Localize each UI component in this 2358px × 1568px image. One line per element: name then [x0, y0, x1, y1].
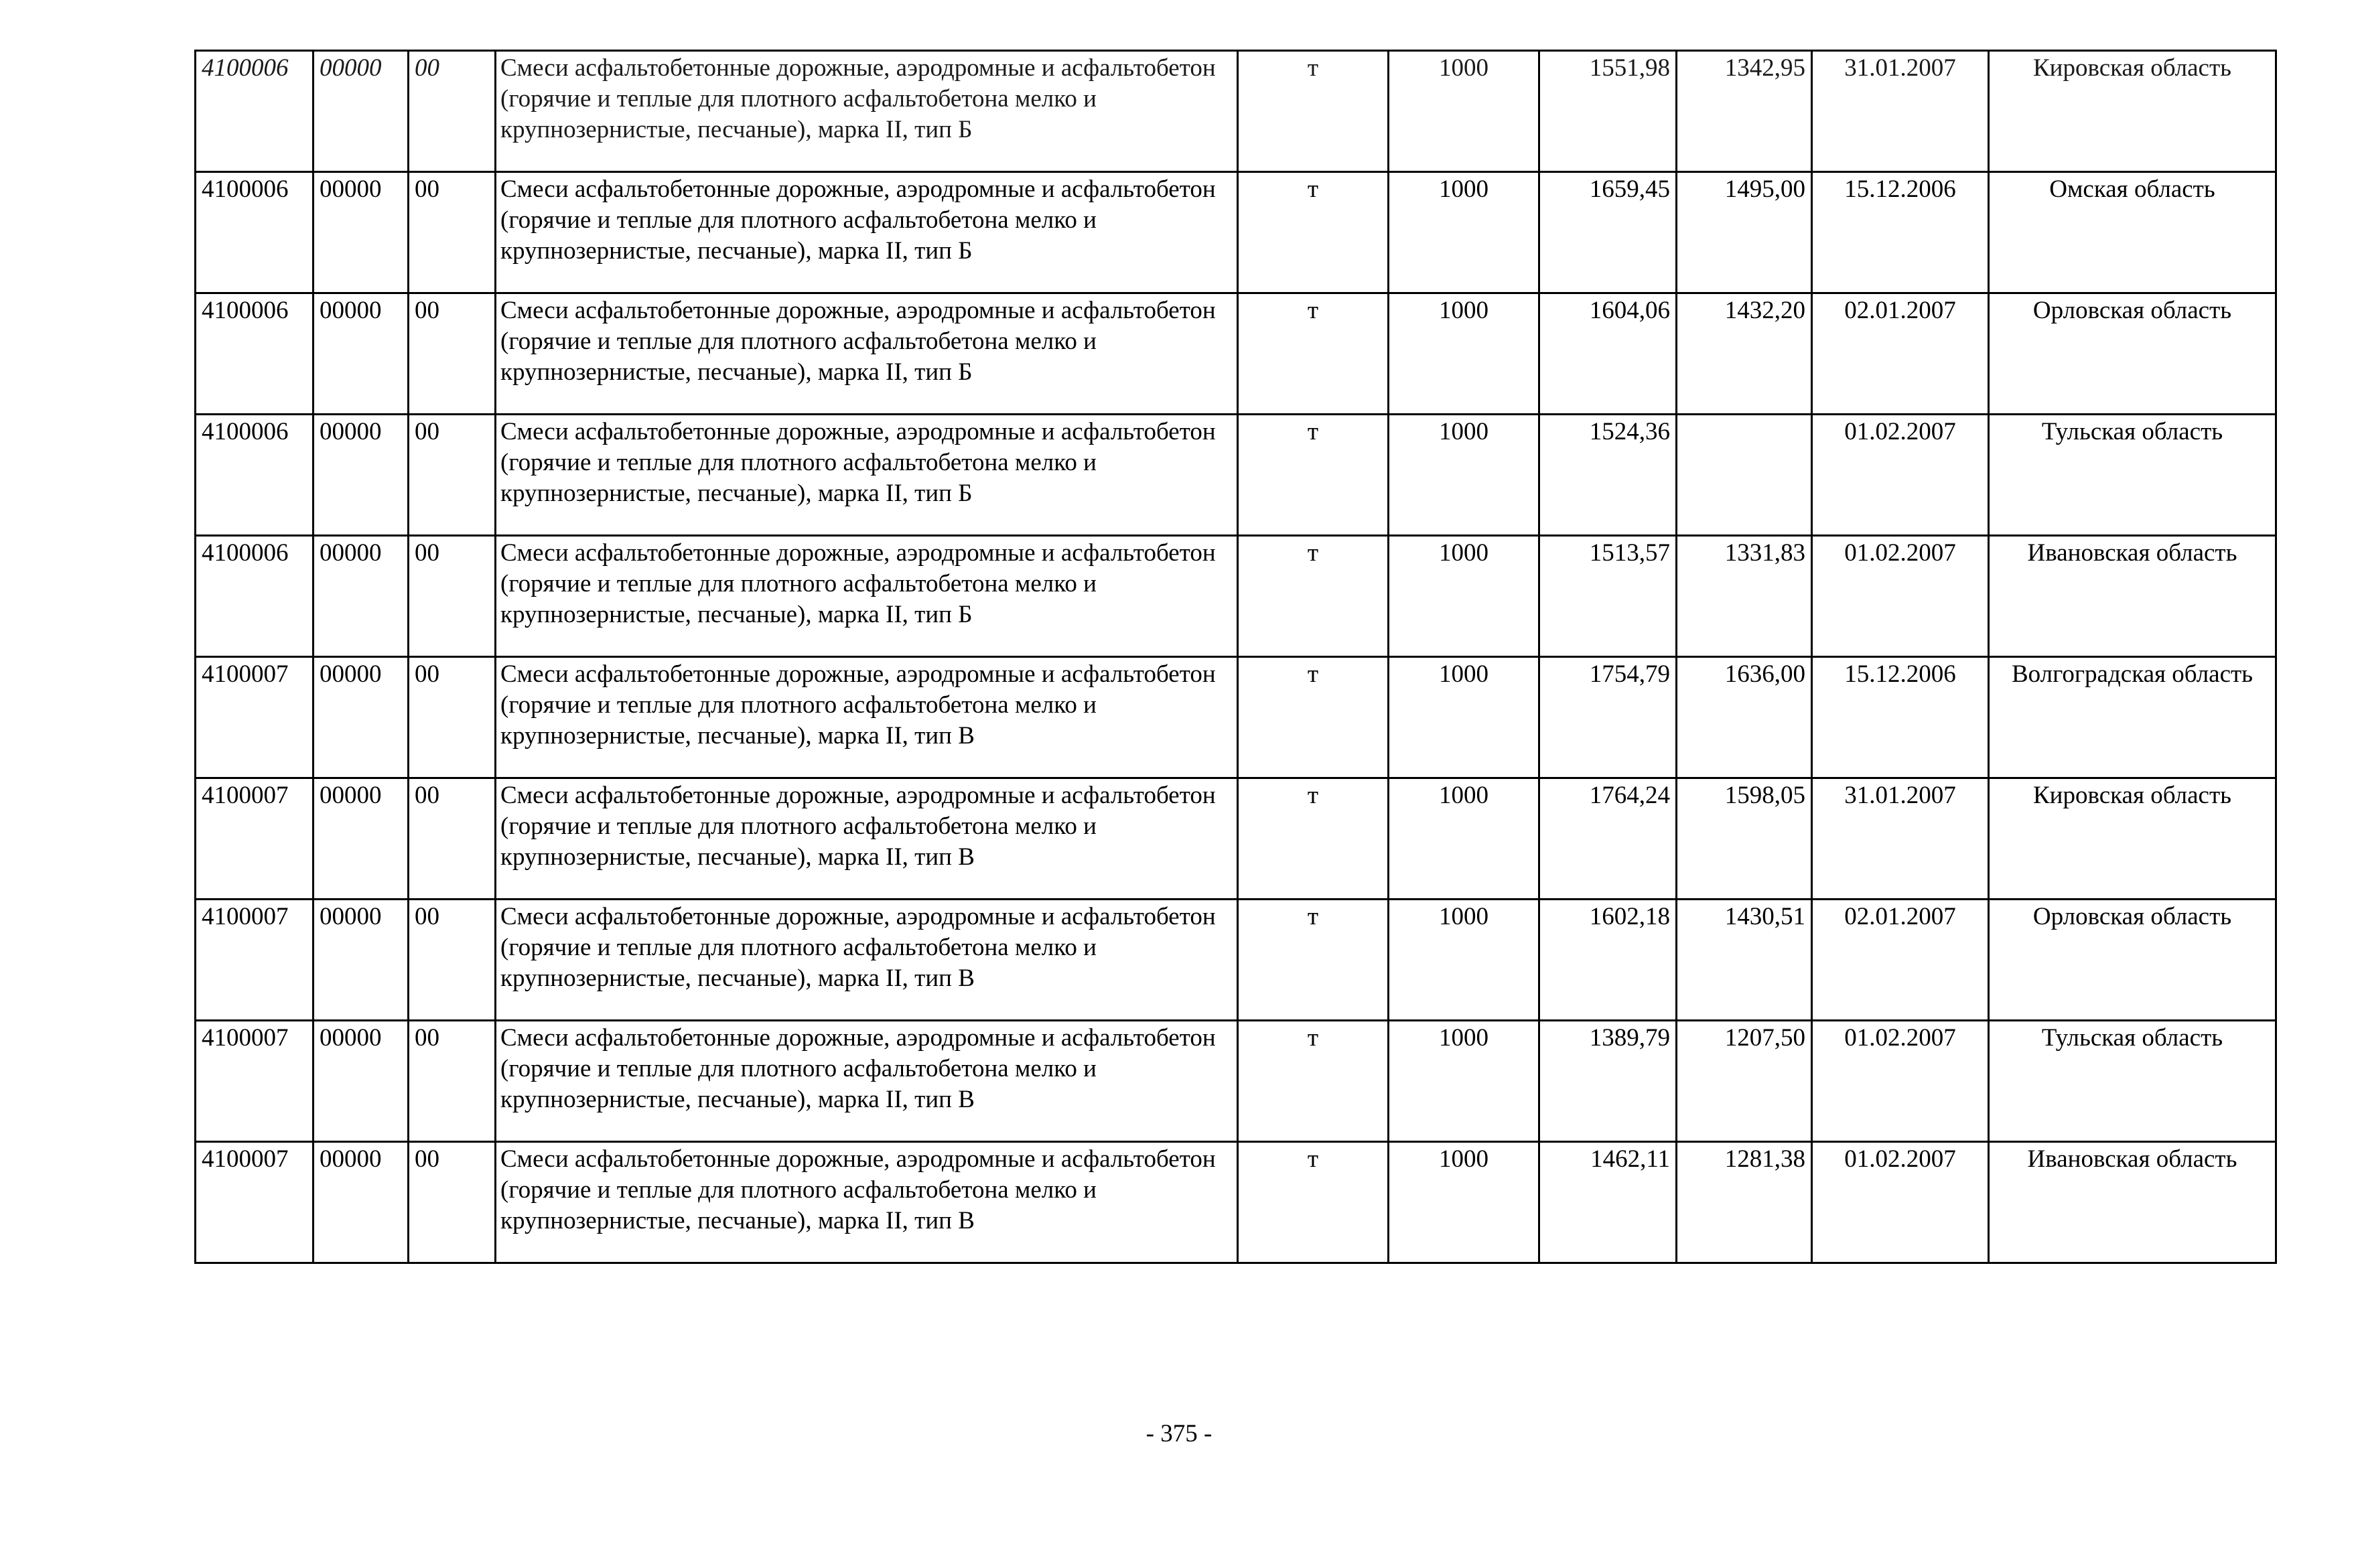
- quantity: 1000: [1389, 172, 1539, 293]
- unit: т: [1238, 293, 1389, 415]
- unit: т: [1238, 1021, 1389, 1142]
- material-code: 4100007: [196, 1142, 314, 1263]
- quantity: 1000: [1389, 51, 1539, 172]
- sub-code: 00000: [314, 293, 409, 415]
- quantity: 1000: [1389, 657, 1539, 778]
- table-row: [196, 900, 2276, 1021]
- price-date: 15.12.2006: [1812, 657, 1989, 778]
- price-without-vat: 1495,00: [1677, 172, 1812, 293]
- item-number: 00: [409, 778, 496, 900]
- item-number: 00: [409, 172, 496, 293]
- material-code: 4100007: [196, 900, 314, 1021]
- price-without-vat: [1677, 415, 1812, 536]
- price-with-vat: 1389,79: [1539, 1021, 1677, 1142]
- quantity: 1000: [1389, 1142, 1539, 1263]
- unit: т: [1238, 1142, 1389, 1263]
- price-without-vat: 1432,20: [1677, 293, 1812, 415]
- price-without-vat: 1331,83: [1677, 536, 1812, 657]
- table-row: [196, 1021, 2276, 1142]
- price-without-vat: 1207,50: [1677, 1021, 1812, 1142]
- table-row: [196, 415, 2276, 536]
- price-without-vat: 1636,00: [1677, 657, 1812, 778]
- price-without-vat: 1598,05: [1677, 778, 1812, 900]
- table-body: [196, 51, 2276, 1263]
- sub-code: 00000: [314, 415, 409, 536]
- quantity: 1000: [1389, 1021, 1539, 1142]
- material-description: Смеси асфальтобетонные дорожные, аэродромные и асфальтобетон (горячие и теплые для плотного асфальтобетона мелко и крупнозернистые, песчаные), марка II, тип В: [496, 1021, 1238, 1142]
- sub-code: 00000: [314, 1142, 409, 1263]
- price-with-vat: 1513,57: [1539, 536, 1677, 657]
- price-with-vat: 1754,79: [1539, 657, 1677, 778]
- unit: т: [1238, 900, 1389, 1021]
- item-number: 00: [409, 657, 496, 778]
- price-with-vat: 1764,24: [1539, 778, 1677, 900]
- unit: т: [1238, 415, 1389, 536]
- region: Тульская область: [1989, 1021, 2276, 1142]
- table-row: [196, 778, 2276, 900]
- price-with-vat: 1524,36: [1539, 415, 1677, 536]
- unit: т: [1238, 172, 1389, 293]
- material-description: Смеси асфальтобетонные дорожные, аэродромные и асфальтобетон (горячие и теплые для плотного асфальтобетона мелко и крупнозернистые, песчаные), марка II, тип Б: [496, 172, 1238, 293]
- price-with-vat: 1602,18: [1539, 900, 1677, 1021]
- material-description: Смеси асфальтобетонные дорожные, аэродромные и асфальтобетон (горячие и теплые для плотного асфальтобетона мелко и крупнозернистые, песчаные), марка II, тип Б: [496, 51, 1238, 172]
- price-without-vat: 1342,95: [1677, 51, 1812, 172]
- quantity: 1000: [1389, 415, 1539, 536]
- unit: т: [1238, 778, 1389, 900]
- price-date: 02.01.2007: [1812, 900, 1989, 1021]
- material-code: 4100006: [196, 293, 314, 415]
- region: Орловская область: [1989, 900, 2276, 1021]
- table-row: [196, 536, 2276, 657]
- region: Ивановская область: [1989, 536, 2276, 657]
- table-row: [196, 172, 2276, 293]
- table-row: [196, 51, 2276, 172]
- price-date: 15.12.2006: [1812, 172, 1989, 293]
- price-with-vat: 1604,06: [1539, 293, 1677, 415]
- material-description: Смеси асфальтобетонные дорожные, аэродромные и асфальтобетон (горячие и теплые для плотного асфальтобетона мелко и крупнозернистые, песчаные), марка II, тип Б: [496, 415, 1238, 536]
- material-code: 4100006: [196, 51, 314, 172]
- region: Тульская область: [1989, 415, 2276, 536]
- item-number: 00: [409, 293, 496, 415]
- table-row: [196, 657, 2276, 778]
- item-number: 00: [409, 415, 496, 536]
- sub-code: 00000: [314, 657, 409, 778]
- material-description: Смеси асфальтобетонные дорожные, аэродромные и асфальтобетон (горячие и теплые для плотного асфальтобетона мелко и крупнозернистые, песчаные), марка II, тип Б: [496, 293, 1238, 415]
- item-number: 00: [409, 536, 496, 657]
- material-code: 4100007: [196, 1021, 314, 1142]
- unit: т: [1238, 536, 1389, 657]
- quantity: 1000: [1389, 778, 1539, 900]
- material-code: 4100007: [196, 657, 314, 778]
- sub-code: 00000: [314, 1021, 409, 1142]
- page-number: - 375 -: [1146, 1420, 1212, 1447]
- region: Кировская область: [1989, 778, 2276, 900]
- region: Ивановская область: [1989, 1142, 2276, 1263]
- price-with-vat: 1659,45: [1539, 172, 1677, 293]
- material-description: Смеси асфальтобетонные дорожные, аэродромные и асфальтобетон (горячие и теплые для плотного асфальтобетона мелко и крупнозернистые, песчаные), марка II, тип Б: [496, 536, 1238, 657]
- price-table: [194, 50, 2277, 1264]
- table-row: [196, 293, 2276, 415]
- material-code: 4100007: [196, 778, 314, 900]
- sub-code: 00000: [314, 51, 409, 172]
- sub-code: 00000: [314, 900, 409, 1021]
- price-date: 01.02.2007: [1812, 1142, 1989, 1263]
- material-code: 4100006: [196, 172, 314, 293]
- price-date: 02.01.2007: [1812, 293, 1989, 415]
- item-number: 00: [409, 900, 496, 1021]
- sub-code: 00000: [314, 778, 409, 900]
- sub-code: 00000: [314, 172, 409, 293]
- material-description: Смеси асфальтобетонные дорожные, аэродромные и асфальтобетон (горячие и теплые для плотного асфальтобетона мелко и крупнозернистые, песчаные), марка II, тип В: [496, 900, 1238, 1021]
- table-row: [196, 1142, 2276, 1263]
- price-date: 01.02.2007: [1812, 1021, 1989, 1142]
- region: Кировская область: [1989, 51, 2276, 172]
- price-date: 01.02.2007: [1812, 536, 1989, 657]
- quantity: 1000: [1389, 900, 1539, 1021]
- region: Волгоградская область: [1989, 657, 2276, 778]
- item-number: 00: [409, 1021, 496, 1142]
- price-date: 31.01.2007: [1812, 51, 1989, 172]
- price-without-vat: 1430,51: [1677, 900, 1812, 1021]
- material-description: Смеси асфальтобетонные дорожные, аэродромные и асфальтобетон (горячие и теплые для плотного асфальтобетона мелко и крупнозернистые, песчаные), марка II, тип В: [496, 657, 1238, 778]
- quantity: 1000: [1389, 536, 1539, 657]
- material-code: 4100006: [196, 536, 314, 657]
- unit: т: [1238, 51, 1389, 172]
- sub-code: 00000: [314, 536, 409, 657]
- unit: т: [1238, 657, 1389, 778]
- item-number: 00: [409, 51, 496, 172]
- material-code: 4100006: [196, 415, 314, 536]
- material-description: Смеси асфальтобетонные дорожные, аэродромные и асфальтобетон (горячие и теплые для плотного асфальтобетона мелко и крупнозернистые, песчаные), марка II, тип В: [496, 1142, 1238, 1263]
- material-description: Смеси асфальтобетонные дорожные, аэродромные и асфальтобетон (горячие и теплые для плотного асфальтобетона мелко и крупнозернистые, песчаные), марка II, тип В: [496, 778, 1238, 900]
- price-without-vat: 1281,38: [1677, 1142, 1812, 1263]
- price-with-vat: 1551,98: [1539, 51, 1677, 172]
- price-with-vat: 1462,11: [1539, 1142, 1677, 1263]
- price-date: 31.01.2007: [1812, 778, 1989, 900]
- quantity: 1000: [1389, 293, 1539, 415]
- price-date: 01.02.2007: [1812, 415, 1989, 536]
- item-number: 00: [409, 1142, 496, 1263]
- region: Орловская область: [1989, 293, 2276, 415]
- region: Омская область: [1989, 172, 2276, 293]
